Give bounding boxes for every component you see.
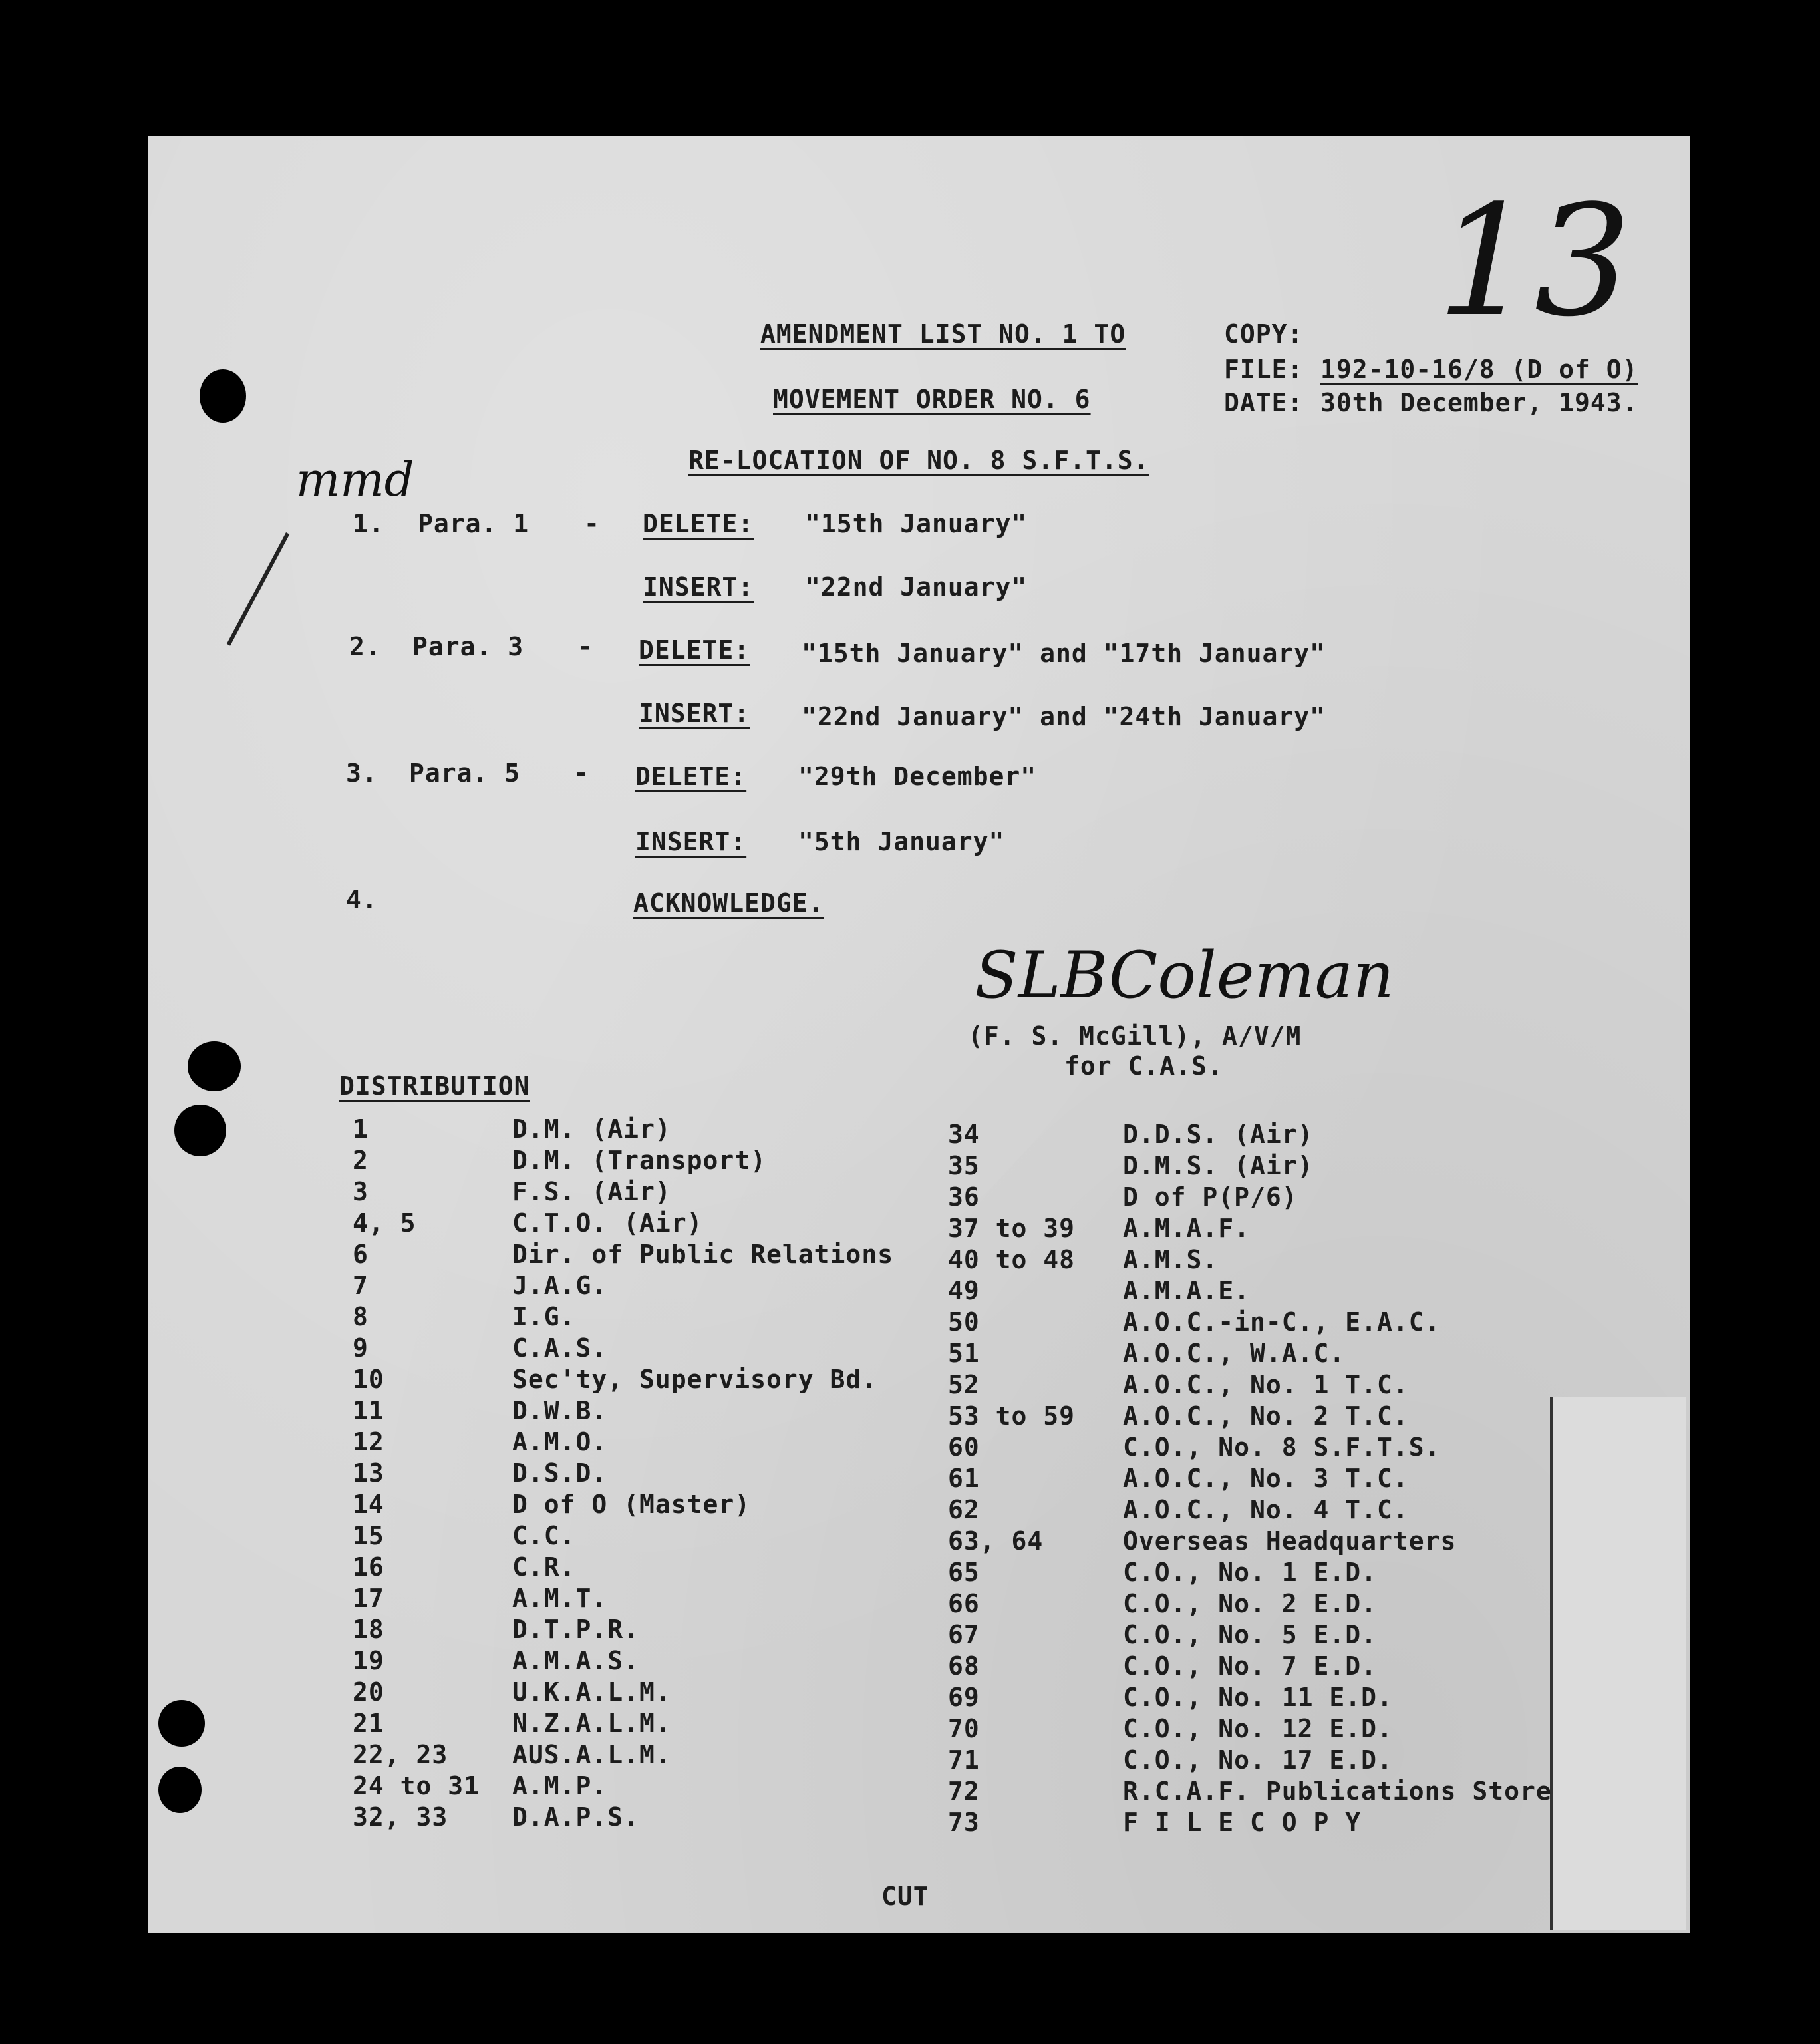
distribution-number: 14	[353, 1490, 384, 1519]
para-ref: Para. 1	[418, 509, 530, 538]
distribution-number: 20	[353, 1677, 384, 1707]
dash: -	[577, 632, 593, 661]
distribution-number: 7	[353, 1271, 369, 1300]
distribution-number: 73	[948, 1808, 980, 1837]
dash: -	[584, 509, 600, 538]
distribution-recipient: C.O., No. 7 E.D.	[1123, 1651, 1378, 1681]
distribution-number: 63, 64	[948, 1526, 1044, 1556]
punch-hole	[200, 369, 246, 423]
insert-text: "22nd January" and "24th January"	[802, 702, 1326, 731]
distribution-number: 1	[353, 1114, 369, 1144]
distribution-recipient: C.O., No. 11 E.D.	[1123, 1683, 1393, 1712]
distribution-number: 70	[948, 1714, 980, 1743]
punch-hole	[174, 1105, 226, 1156]
delete-text: "15th January" and "17th January"	[802, 639, 1326, 668]
distribution-number: 17	[353, 1584, 384, 1613]
distribution-number: 68	[948, 1651, 980, 1681]
distribution-recipient: C.O., No. 8 S.F.T.S.	[1123, 1433, 1441, 1462]
acknowledge-label: ACKNOWLEDGE.	[633, 888, 824, 918]
distribution-recipient: Overseas Headquarters	[1123, 1526, 1457, 1556]
title-line-2: MOVEMENT ORDER NO. 6	[773, 385, 1091, 414]
distribution-recipient: N.Z.A.L.M.	[512, 1709, 671, 1738]
distribution-number: 36	[948, 1182, 980, 1212]
distribution-heading: DISTRIBUTION	[339, 1071, 530, 1101]
distribution-recipient: A.M.A.F.	[1123, 1214, 1251, 1243]
distribution-recipient: C.O., No. 12 E.D.	[1123, 1714, 1393, 1743]
distribution-recipient: D.T.P.R.	[512, 1615, 640, 1644]
delete-label: DELETE:	[639, 635, 750, 665]
file-label: FILE:	[1224, 355, 1304, 384]
date-label: DATE:	[1224, 388, 1304, 417]
distribution-recipient: C.O., No. 17 E.D.	[1123, 1745, 1393, 1775]
para-ref: Para. 5	[409, 759, 521, 788]
distribution-number: 62	[948, 1495, 980, 1524]
distribution-number: 71	[948, 1745, 980, 1775]
dash: -	[573, 759, 589, 788]
distribution-recipient: A.O.C., No. 1 T.C.	[1123, 1370, 1409, 1399]
distribution-number: 37 to 39	[948, 1214, 1076, 1243]
distribution-number: 9	[353, 1333, 369, 1363]
distribution-number: 51	[948, 1339, 980, 1368]
distribution-number: 2	[353, 1146, 369, 1175]
distribution-recipient: C.A.S.	[512, 1333, 608, 1363]
delete-label: DELETE:	[635, 762, 747, 791]
distribution-recipient: D of P(P/6)	[1123, 1182, 1298, 1212]
insert-label: INSERT:	[643, 572, 754, 601]
distribution-recipient: A.O.C.-in-C., E.A.C.	[1123, 1307, 1441, 1337]
distribution-number: 16	[353, 1552, 384, 1582]
signer-for: for C.A.S.	[1064, 1051, 1223, 1081]
distribution-number: 4, 5	[353, 1208, 416, 1238]
distribution-recipient: C.T.O. (Air)	[512, 1208, 703, 1238]
distribution-number: 72	[948, 1777, 980, 1806]
delete-text: "15th January"	[805, 509, 1028, 538]
distribution-recipient: A.O.C., W.A.C.	[1123, 1339, 1346, 1368]
folded-edge	[1550, 1397, 1686, 1930]
distribution-number: 49	[948, 1276, 980, 1305]
item-number: 1.	[353, 509, 384, 538]
distribution-recipient: C.C.	[512, 1521, 576, 1550]
distribution-recipient: A.M.O.	[512, 1427, 608, 1456]
distribution-number: 40 to 48	[948, 1245, 1076, 1274]
acknowledge-number: 4.	[346, 885, 378, 914]
file-value: 192-10-16/8 (D of O)	[1320, 355, 1638, 384]
distribution-recipient: D.M.S. (Air)	[1123, 1151, 1314, 1180]
distribution-recipient: C.O., No. 2 E.D.	[1123, 1589, 1378, 1618]
distribution-recipient: Sec'ty, Supervisory Bd.	[512, 1365, 878, 1394]
distribution-recipient: D.S.D.	[512, 1458, 608, 1488]
distribution-number: 69	[948, 1683, 980, 1712]
distribution-number: 3	[353, 1177, 369, 1206]
distribution-number: 10	[353, 1365, 384, 1394]
distribution-recipient: R.C.A.F. Publications Store	[1123, 1777, 1552, 1806]
punch-hole	[188, 1041, 241, 1091]
distribution-number: 61	[948, 1464, 980, 1493]
insert-text: "22nd January"	[805, 572, 1028, 601]
delete-label: DELETE:	[643, 509, 754, 538]
punch-hole	[158, 1767, 202, 1813]
distribution-number: 67	[948, 1620, 980, 1649]
distribution-number: 15	[353, 1521, 384, 1550]
distribution-recipient: A.M.A.S.	[512, 1646, 640, 1675]
distribution-recipient: Dir. of Public Relations	[512, 1240, 894, 1269]
distribution-recipient: AUS.A.L.M.	[512, 1740, 671, 1769]
distribution-recipient: D of O (Master)	[512, 1490, 751, 1519]
signature: SLBColeman	[975, 938, 1394, 1013]
distribution-recipient: C.O., No. 1 E.D.	[1123, 1558, 1378, 1587]
signer-name: (F. S. McGill), A/V/M	[968, 1021, 1302, 1051]
delete-text: "29th December"	[798, 762, 1037, 791]
distribution-recipient: A.O.C., No. 3 T.C.	[1123, 1464, 1409, 1493]
item-number: 3.	[346, 759, 378, 788]
distribution-number: 22, 23	[353, 1740, 448, 1769]
para-ref: Para. 3	[412, 632, 524, 661]
distribution-number: 12	[353, 1427, 384, 1456]
distribution-number: 34	[948, 1120, 980, 1149]
distribution-recipient: U.K.A.L.M.	[512, 1677, 671, 1707]
distribution-recipient: D.M. (Air)	[512, 1114, 671, 1144]
distribution-number: 18	[353, 1615, 384, 1644]
title-line-1: AMENDMENT LIST NO. 1 TO	[760, 319, 1126, 349]
distribution-number: 24 to 31	[353, 1771, 480, 1800]
insert-text: "5th January"	[798, 827, 1005, 856]
insert-label: INSERT:	[639, 699, 750, 728]
date-value: 30th December, 1943.	[1320, 388, 1638, 417]
distribution-recipient: D.W.B.	[512, 1396, 608, 1425]
distribution-number: 65	[948, 1558, 980, 1587]
footer-cut: CUT	[881, 1882, 929, 1911]
distribution-recipient: I.G.	[512, 1302, 576, 1331]
distribution-recipient: A.O.C., No. 4 T.C.	[1123, 1495, 1409, 1524]
distribution-number: 6	[353, 1240, 369, 1269]
punch-hole	[158, 1700, 205, 1747]
distribution-recipient: D.M. (Transport)	[512, 1146, 767, 1175]
margin-initials: mmd	[296, 452, 414, 507]
distribution-recipient: F.S. (Air)	[512, 1177, 671, 1206]
distribution-recipient: A.O.C., No. 2 T.C.	[1123, 1401, 1409, 1431]
subject-line: RE-LOCATION OF NO. 8 S.F.T.S.	[688, 446, 1149, 475]
distribution-number: 32, 33	[353, 1802, 448, 1832]
distribution-recipient: D.A.P.S.	[512, 1802, 640, 1832]
distribution-recipient: C.O., No. 5 E.D.	[1123, 1620, 1378, 1649]
distribution-recipient: A.M.S.	[1123, 1245, 1219, 1274]
distribution-number: 35	[948, 1151, 980, 1180]
insert-label: INSERT:	[635, 827, 747, 856]
distribution-number: 8	[353, 1302, 369, 1331]
distribution-recipient: C.R.	[512, 1552, 576, 1582]
distribution-recipient: D.D.S. (Air)	[1123, 1120, 1314, 1149]
distribution-recipient: F I L E C O P Y	[1123, 1808, 1362, 1837]
distribution-number: 66	[948, 1589, 980, 1618]
copy-label: COPY:	[1224, 319, 1304, 349]
distribution-number: 11	[353, 1396, 384, 1425]
distribution-number: 52	[948, 1370, 980, 1399]
distribution-number: 19	[353, 1646, 384, 1675]
distribution-number: 50	[948, 1307, 980, 1337]
distribution-number: 53 to 59	[948, 1401, 1076, 1431]
distribution-number: 13	[353, 1458, 384, 1488]
distribution-recipient: A.M.T.	[512, 1584, 608, 1613]
distribution-recipient: A.M.A.E.	[1123, 1276, 1251, 1305]
distribution-number: 60	[948, 1433, 980, 1462]
distribution-recipient: J.A.G.	[512, 1271, 608, 1300]
item-number: 2.	[349, 632, 381, 661]
distribution-recipient: A.M.P.	[512, 1771, 608, 1800]
page-number: 13	[1437, 173, 1632, 351]
distribution-number: 21	[353, 1709, 384, 1738]
